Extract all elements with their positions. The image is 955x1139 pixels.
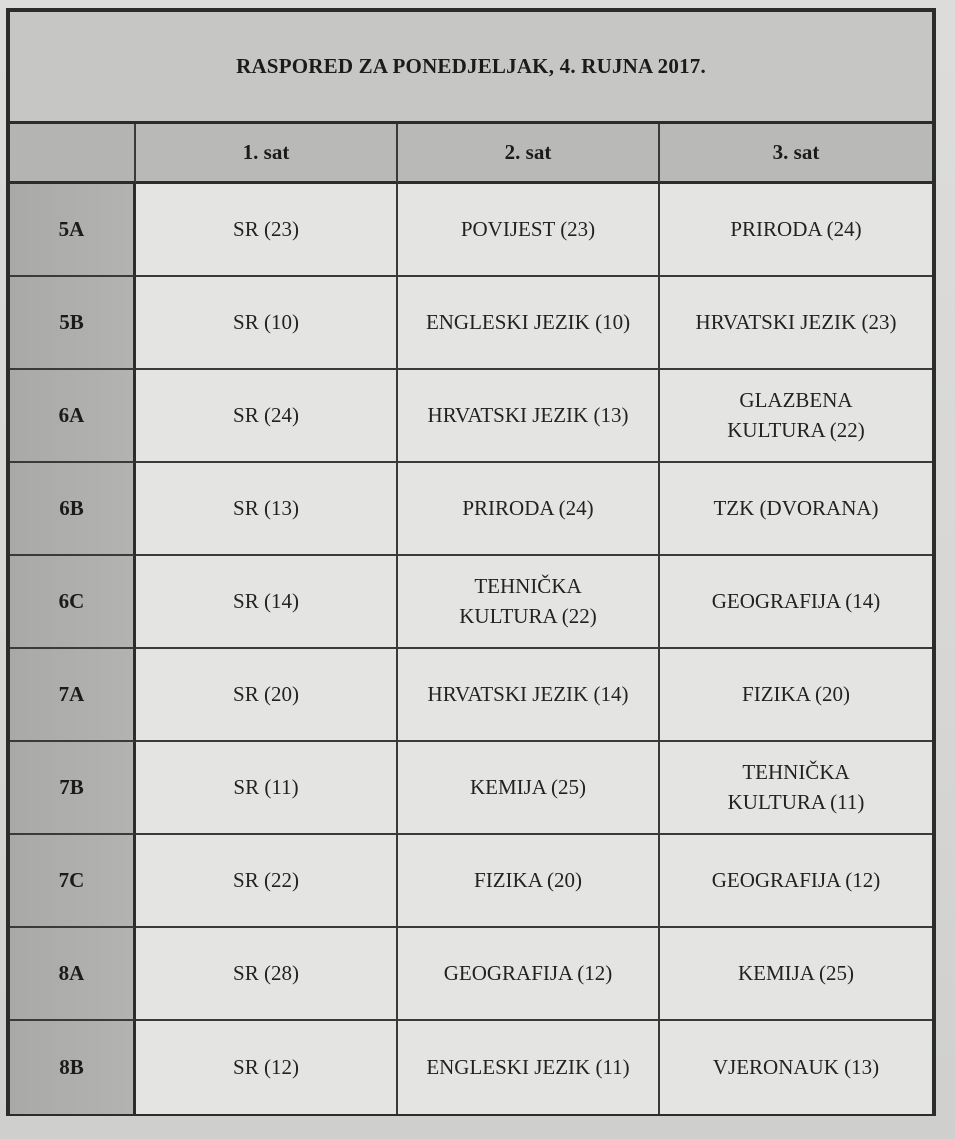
schedule-title: RASPORED ZA PONEDJELJAK, 4. RUJNA 2017.	[236, 54, 706, 78]
period-cell-3: KEMIJA (25)	[660, 928, 932, 1021]
table-row	[10, 184, 932, 277]
title-bar	[10, 12, 932, 124]
class-label: 5A	[10, 184, 136, 277]
table-row	[10, 277, 932, 370]
period-header-2: 2. sat	[398, 124, 660, 184]
period-cell-2: HRVATSKI JEZIK (13)	[398, 370, 660, 463]
period-cell-3: HRVATSKI JEZIK (23)	[660, 277, 932, 370]
table-row	[10, 835, 932, 928]
period-cell-3: GEOGRAFIJA (14)	[660, 556, 932, 649]
class-label: 7C	[10, 835, 136, 928]
table-row	[10, 649, 932, 742]
period-cell-3: VJERONAUK (13)	[660, 1021, 932, 1114]
schedule-table	[6, 8, 936, 1116]
period-cell-3: TZK (DVORANA)	[660, 463, 932, 556]
class-label: 6B	[10, 463, 136, 556]
period-cell-1: SR (12)	[136, 1021, 398, 1114]
class-label: 7B	[10, 742, 136, 835]
table-row	[10, 556, 932, 649]
period-cell-2: HRVATSKI JEZIK (14)	[398, 649, 660, 742]
period-cell-1: SR (20)	[136, 649, 398, 742]
period-cell-2: POVIJEST (23)	[398, 184, 660, 277]
period-cell-2: KEMIJA (25)	[398, 742, 660, 835]
period-cell-1: SR (10)	[136, 277, 398, 370]
table-row	[10, 370, 932, 463]
period-cell-1: SR (23)	[136, 184, 398, 277]
period-cell-2: TEHNIČKA KULTURA (22)	[398, 556, 660, 649]
period-cell-1: SR (13)	[136, 463, 398, 556]
period-cell-1: SR (22)	[136, 835, 398, 928]
class-label: 7A	[10, 649, 136, 742]
table-row	[10, 1021, 932, 1114]
period-cell-1: SR (11)	[136, 742, 398, 835]
table-row	[10, 463, 932, 556]
period-cell-3: GEOGRAFIJA (12)	[660, 835, 932, 928]
schedule-body	[10, 184, 932, 1114]
period-cell-2: GEOGRAFIJA (12)	[398, 928, 660, 1021]
period-header-1: 1. sat	[136, 124, 398, 184]
period-cell-1: SR (28)	[136, 928, 398, 1021]
period-cell-2: ENGLESKI JEZIK (11)	[398, 1021, 660, 1114]
table-row	[10, 928, 932, 1021]
period-cell-1: SR (24)	[136, 370, 398, 463]
period-cell-2: PRIRODA (24)	[398, 463, 660, 556]
class-label: 8A	[10, 928, 136, 1021]
table-row	[10, 742, 932, 835]
period-header-3: 3. sat	[660, 124, 932, 184]
period-cell-3: TEHNIČKA KULTURA (11)	[660, 742, 932, 835]
class-label: 5B	[10, 277, 136, 370]
class-label: 6A	[10, 370, 136, 463]
period-cell-3: FIZIKA (20)	[660, 649, 932, 742]
period-cell-3: GLAZBENA KULTURA (22)	[660, 370, 932, 463]
period-cell-2: ENGLESKI JEZIK (10)	[398, 277, 660, 370]
class-label: 8B	[10, 1021, 136, 1114]
period-cell-2: FIZIKA (20)	[398, 835, 660, 928]
period-cell-1: SR (14)	[136, 556, 398, 649]
header-row	[10, 124, 932, 184]
corner-header	[10, 124, 136, 184]
period-cell-3: PRIRODA (24)	[660, 184, 932, 277]
class-label: 6C	[10, 556, 136, 649]
